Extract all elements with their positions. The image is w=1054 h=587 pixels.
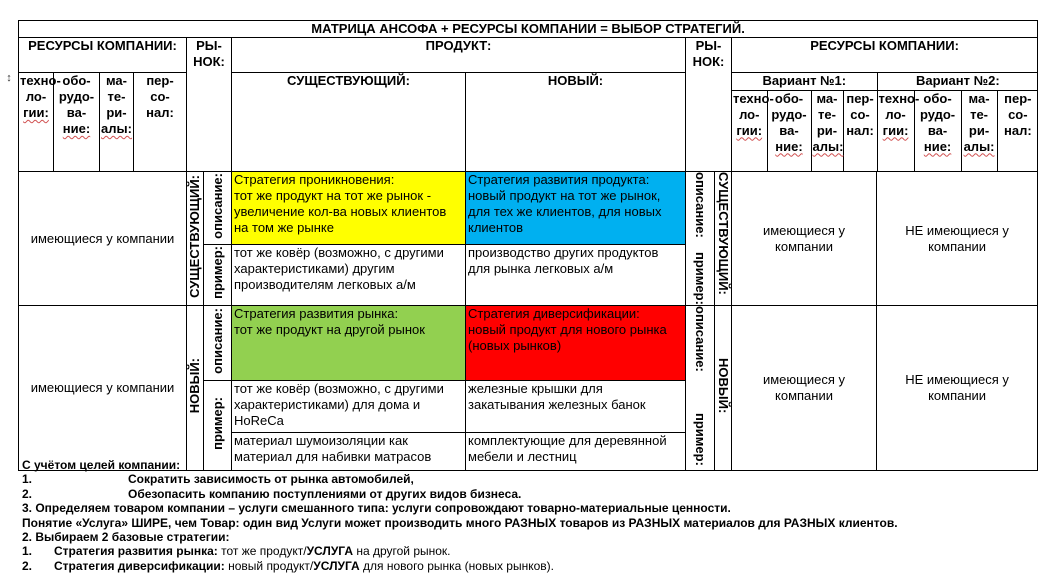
notes-goal-2: 2. Обезопасить компанию поступлениями от других видов бизнеса.	[22, 486, 522, 501]
existing-example-label-left: пример:	[204, 244, 232, 305]
new-market-label-right: НОВЫЙ:	[715, 306, 732, 471]
market-right-header	[686, 38, 732, 172]
new-description-label-right: описание:	[693, 306, 708, 372]
product-development-strategy-title: Стратегия развития продукта:	[468, 172, 650, 187]
res-col-tech	[19, 73, 61, 172]
new-variant1-resources: имеющиеся у компании	[732, 306, 877, 471]
variant2-header: Вариант №2:	[877, 73, 1038, 90]
r2-col-equipment: обо- рудо- ва- ние:	[914, 90, 961, 171]
product-development-strategy-text: новый продукт на тот же рынок, для тех же клиентов, для новых клиентов	[468, 188, 662, 235]
notes-step-3: 3. Определяем товаром компании – услуги смешанного типа: услуги сопровождают товарно-материальные ценности.	[22, 501, 731, 516]
product-development-example-cell: производство других продуктов для рынка легковых а/м	[466, 244, 686, 305]
resources-left-header: РЕСУРСЫ КОМПАНИИ:	[19, 38, 187, 73]
r1-col-staff: пер- со- нал:	[843, 90, 877, 171]
product-new-header: НОВЫЙ:	[466, 73, 686, 172]
market-development-example-1: тот же ковёр (возможно, с другими характеристиками) для дома и HoReCa	[232, 381, 466, 433]
res-col-materials	[100, 73, 134, 172]
diversification-strategy-title: Стратегия диверсификации:	[468, 306, 640, 321]
diversification-example-1: железные крышки для закатывания железных банок	[466, 381, 686, 433]
penetration-strategy-title: Стратегия проникновения:	[234, 172, 395, 187]
new-market-label-left: НОВЫЙ:	[187, 306, 204, 471]
product-development-strategy-cell	[466, 172, 686, 245]
variant1-header: Вариант №1:	[732, 73, 877, 90]
market-left-header-text: РЫ-НОК:	[193, 38, 225, 69]
diversification-example-2: комплектующие для деревянной мебели и лестниц	[466, 433, 686, 471]
existing-market-resources-left: имеющиеся у компании	[19, 172, 187, 306]
res-col-staff	[134, 73, 187, 172]
r2-col-materials: ма- те- ри- алы:	[961, 90, 997, 171]
new-variant2-resources: НЕ имеющиеся у компании	[877, 306, 1038, 471]
resources-right-subgrid	[732, 73, 1038, 172]
notes-strategy-2: 2. Стратегия диверсификации: новый продукт/УСЛУГА для нового рынка (новых рынков).	[22, 558, 554, 573]
existing-description-label-left: описание:	[204, 172, 232, 245]
resources-right-subtable	[732, 73, 1038, 171]
r2-col-tech: техно- ло- гии:	[877, 90, 914, 171]
new-example-label-right: пример:	[693, 413, 708, 466]
new-right-labels	[686, 306, 715, 471]
res-col-equipment-label: обо- рудо- ва- ние:	[58, 73, 95, 136]
conclusions-notes	[22, 458, 1042, 573]
penetration-strategy-text: тот же продукт на тот же рынок - увеличение кол-ва новых клиентов на том же рынке	[234, 188, 447, 235]
market-development-example-2: материал шумоизоляции как материал для набивки матрасов	[232, 433, 466, 471]
table-move-handle-icon[interactable]: ↕	[6, 72, 12, 84]
notes-intro: С учётом целей компании:	[22, 458, 181, 472]
penetration-strategy-cell	[232, 172, 466, 245]
market-development-strategy-cell	[232, 306, 466, 381]
diversification-strategy-cell	[466, 306, 686, 381]
existing-market-label-right: СУЩЕСТВУЮЩИЙ:	[715, 172, 732, 306]
res-col-staff-label: пер- со- нал:	[146, 73, 174, 120]
notes-service-definition: Понятие «Услуга» ШИРЕ, чем Товар: один вид Услуги может производить много РАЗНЫХ товаров из РАЗНЫХ материалов для РАЗНЫХ клиентов.	[22, 515, 898, 530]
existing-example-label-right: пример:	[693, 252, 708, 305]
diversification-strategy-text: новый продукт для нового рынка (новых рынков)	[468, 322, 667, 353]
notes-choose-strategies: 2. Выбираем 2 базовые стратегии:	[22, 530, 230, 545]
market-right-header-text: РЫ-НОК:	[692, 38, 725, 69]
existing-description-label-right: описание:	[693, 172, 708, 238]
resources-right-header	[732, 38, 1038, 73]
existing-variant2-resources: НЕ имеющиеся у компании	[877, 172, 1038, 306]
r2-col-staff: пер- со- нал:	[1003, 90, 1032, 138]
penetration-example-cell: тот же ковёр (возможно, с другими характеристиками) другим производителям легковых а/м	[232, 244, 466, 305]
r1-col-equipment: обо- рудо- ва- ние:	[767, 90, 811, 171]
notes-strategy-1: 1. Стратегия развития рынка: тот же продукт/УСЛУГА на другой рынок.	[22, 544, 451, 559]
existing-variant1-resources: имеющиеся у компании	[732, 172, 877, 306]
existing-market-label-left: СУЩЕСТВУЮЩИЙ:	[187, 172, 204, 306]
market-left-header	[187, 38, 232, 172]
market-development-strategy-text: тот же продукт на другой рынок	[234, 322, 425, 337]
new-description-label-left: описание:	[204, 306, 232, 381]
product-header: ПРОДУКТ:	[232, 38, 686, 73]
matrix-title: МАТРИЦА АНСОФА + РЕСУРСЫ КОМПАНИИ = ВЫБОР СТРАТЕГИЙ.	[19, 21, 1038, 38]
existing-right-labels	[686, 172, 715, 306]
resources-right-title: РЕСУРСЫ КОМПАНИИ:	[810, 38, 959, 53]
res-col-materials-label: ма- те- ри- алы:	[101, 73, 132, 136]
r1-col-materials: ма- те- ри- алы:	[811, 90, 843, 171]
product-existing-header: СУЩЕСТВУЮЩИЙ:	[232, 73, 466, 172]
market-development-strategy-title: Стратегия развития рынка:	[234, 306, 399, 321]
r1-col-tech: техно- ло- гии:	[732, 90, 767, 171]
notes-goal-1: 1. Сократить зависимость от рынка автомобилей,	[22, 472, 414, 487]
ansoff-matrix-table	[18, 20, 1038, 471]
new-market-resources-left: имеющиеся у компании	[19, 306, 187, 471]
new-example-label-left: пример:	[204, 381, 232, 471]
res-col-tech-label: техно- ло- гии:	[20, 73, 61, 120]
